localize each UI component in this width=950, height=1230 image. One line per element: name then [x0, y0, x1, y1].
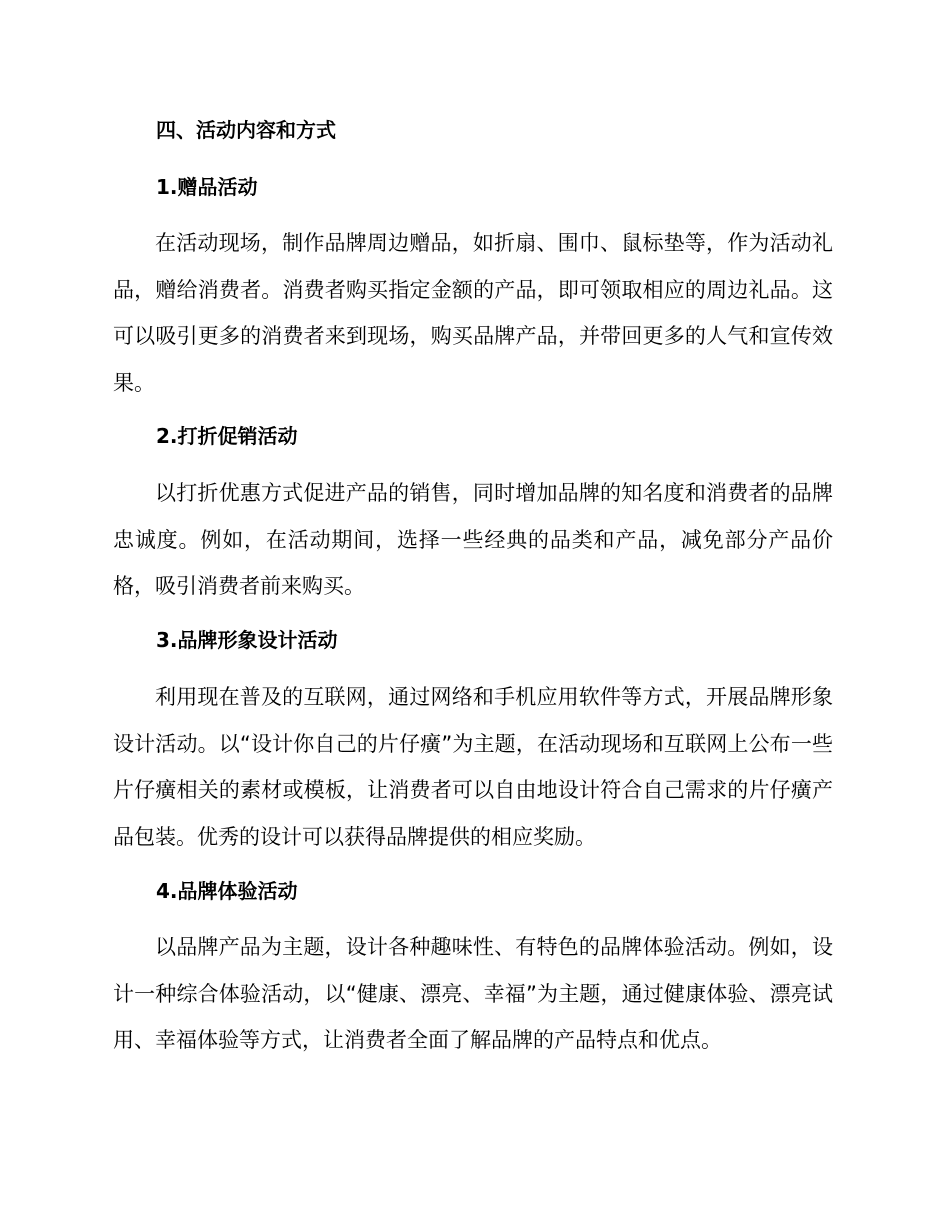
item-3-paragraph: 利用现在普及的互联网，通过网络和手机应用软件等方式，开展品牌形象设计活动。以“设计你自己的片仔癀”为主题，在活动现场和互联网上公布一些片仔癀相关的素材或模板，让消费者可以自由地设计符合自己需求的片仔癀产品包装。优秀的设计可以获得品牌提供的相应奖励。 [113, 685, 833, 849]
item-4-title: 4.品牌体验活动 [156, 879, 298, 903]
item-3-title: 3.品牌形象设计活动 [156, 628, 338, 652]
item-1-title: 1.赠品活动 [156, 175, 258, 199]
section-title: 四、活动内容和方式 [156, 118, 336, 142]
item-4-paragraph: 以品牌产品为主题，设计各种趣味性、有特色的品牌体验活动。例如，设计一种综合体验活动，以“健康、漂亮、幸福”为主题，通过健康体验、漂亮试用、幸福体验等方式，让消费者全面了解品牌的产品特点和优点。 [113, 935, 833, 1052]
item-2-paragraph: 以打折优惠方式促进产品的销售，同时增加品牌的知名度和消费者的品牌忠诚度。例如，在活动期间，选择一些经典的品类和产品，减免部分产品价格，吸引消费者前来购买。 [113, 481, 833, 598]
item-2-title: 2.打折促销活动 [156, 424, 298, 448]
item-1-paragraph: 在活动现场，制作品牌周边赠品，如折扇、围巾、鼠标垫等，作为活动礼品，赠给消费者。消费者购买指定金额的产品，即可领取相应的周边礼品。这可以吸引更多的消费者来到现场，购买品牌产品，并带回更多的人气和宣传效果。 [113, 231, 833, 395]
